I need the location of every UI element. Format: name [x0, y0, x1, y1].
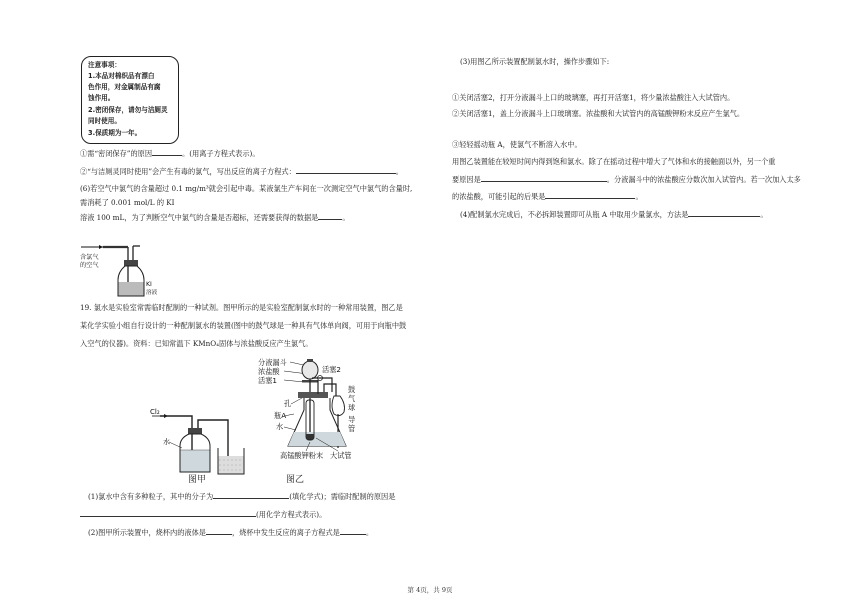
question-line: (1)氯水中含有多种粒子，其中的分子为 (填化学式)；需临时配制的原因是: [88, 492, 396, 501]
question-line: 需消耗了 0.001 mol/L 的 KI: [80, 198, 175, 207]
figure-yi: [254, 356, 368, 468]
label: 气: [348, 394, 356, 403]
label: 活塞1: [258, 376, 277, 385]
figure-caption: 图甲: [188, 475, 207, 485]
question-line: (4)配制氯水完成后，不必拆卸装置即可从瓶 A 中取用少量氯水，方法是 。: [460, 210, 768, 219]
answer-blank[interactable]: [296, 166, 396, 174]
label: 孔: [284, 399, 292, 408]
paragraph-line: 用图乙装置能在较短时间内得到饱和氯水。除了在摇动过程中增大了气体和水的接触面以外，另一个重: [452, 157, 776, 166]
water-label: 水: [163, 438, 170, 446]
question-line: (6)若空气中氯气的含量超过 0.1 mg/m³就会引起中毒。某液氯生产车间在一次测定空气中氯气的含量时,: [80, 184, 413, 193]
question-line: ②“与洁厕灵同时使用”会产生有毒的氯气，写出反应的离子方程式： 。: [80, 167, 403, 176]
question-19-line: 某化学实验小组自行设计的一种配制氯水的装置(图中的鼓气球是一种具有气体单向阀，可用于向瓶中鼓: [80, 321, 407, 330]
answer-blank[interactable]: [213, 491, 289, 499]
notice-title: 注意事项：: [88, 61, 121, 69]
ki-label: KI: [146, 281, 152, 288]
label: 管: [348, 424, 356, 433]
notice-box: [81, 56, 179, 144]
question-line: ①需“密闭保存”的原因 。(用离子方程式表示)。: [80, 149, 260, 158]
answer-blank[interactable]: [80, 509, 256, 517]
figure-jia: [148, 398, 250, 484]
air-label: 的空气: [80, 262, 99, 269]
step-line: ②关闭活塞1，盖上分液漏斗上口玻璃塞。浓盐酸和大试管内的高锰酸钾粉末反应产生氯气。: [452, 109, 745, 118]
question-line: 溶液 100 mL，为了判断空气中氯气的含量是否超标，还需要获得的数据是 。: [80, 213, 350, 222]
page-footer: 第 4页，共 9页: [407, 586, 453, 594]
notice-line: 蚀作用。: [88, 94, 115, 102]
notice-line: 色作用，对金属制品有腐: [88, 83, 161, 91]
air-label: 含氯气: [80, 254, 99, 261]
notice-line: 2.密闭保存，请勿与洁厕灵: [88, 106, 168, 114]
answer-blank[interactable]: [152, 148, 182, 156]
notice-line: 1.本品对棉织品有漂白: [88, 72, 155, 80]
question-19-line: 19. 氯水是实验室常需临时配制的一种试剂。图甲所示的是实验室配制氯水时的一种常用装置，图乙是: [80, 303, 403, 312]
cl2-label: Cl₂: [150, 408, 160, 416]
label: 鼓: [348, 385, 356, 394]
step-line: ①关闭活塞2，打开分液漏斗上口的玻璃塞，再打开活塞1，将少量浓盐酸注入大试管内。: [452, 93, 735, 102]
label: 水: [276, 422, 284, 431]
notice-line: 3.保质期为一年。: [88, 129, 142, 137]
ki-absorption-figure: [80, 240, 160, 300]
question-line: (2)图甲所示装置中，烧杯内的液体是 ，烧杯中发生反应的离子方程式是 。: [88, 528, 374, 537]
tube-label: 大试管: [330, 451, 352, 460]
question-19-line: 入空气的仪器)。资料：已知常温下 KMnO₄固体与浓盐酸反应产生氯气。: [80, 339, 313, 348]
answer-blank[interactable]: [688, 209, 760, 217]
label: 球: [348, 403, 356, 412]
step-line: ③轻轻摇动瓶 A，使氯气不断溶入水中。: [452, 140, 582, 149]
question-line: (用化学方程式表示)。: [80, 509, 326, 519]
kmno4-label: 高锰酸钾粉末: [280, 451, 324, 460]
ki-label: 溶液: [146, 290, 158, 296]
label: 导: [348, 415, 356, 424]
answer-blank[interactable]: [481, 174, 607, 182]
answer-blank[interactable]: [318, 212, 342, 220]
figure-caption: 图乙: [286, 475, 305, 485]
answer-blank[interactable]: [545, 191, 635, 199]
label: 浓盐酸: [258, 367, 280, 376]
question-line: (3)用图乙所示装置配制氯水时，操作步骤如下:: [460, 57, 610, 66]
label: 瓶A: [274, 411, 287, 420]
paragraph-line: 的浓盐酸，可能引起的后果是 。: [452, 192, 643, 201]
answer-blank[interactable]: [340, 527, 366, 535]
notice-line: 同时使用。: [88, 117, 121, 125]
paragraph-line: 要原因是 。分液漏斗中的浓盐酸应分数次加入试管内。若一次加入太多: [452, 175, 801, 184]
answer-blank[interactable]: [206, 527, 232, 535]
label: 分液漏斗: [258, 358, 287, 367]
k2-label: 活塞2: [322, 365, 341, 374]
